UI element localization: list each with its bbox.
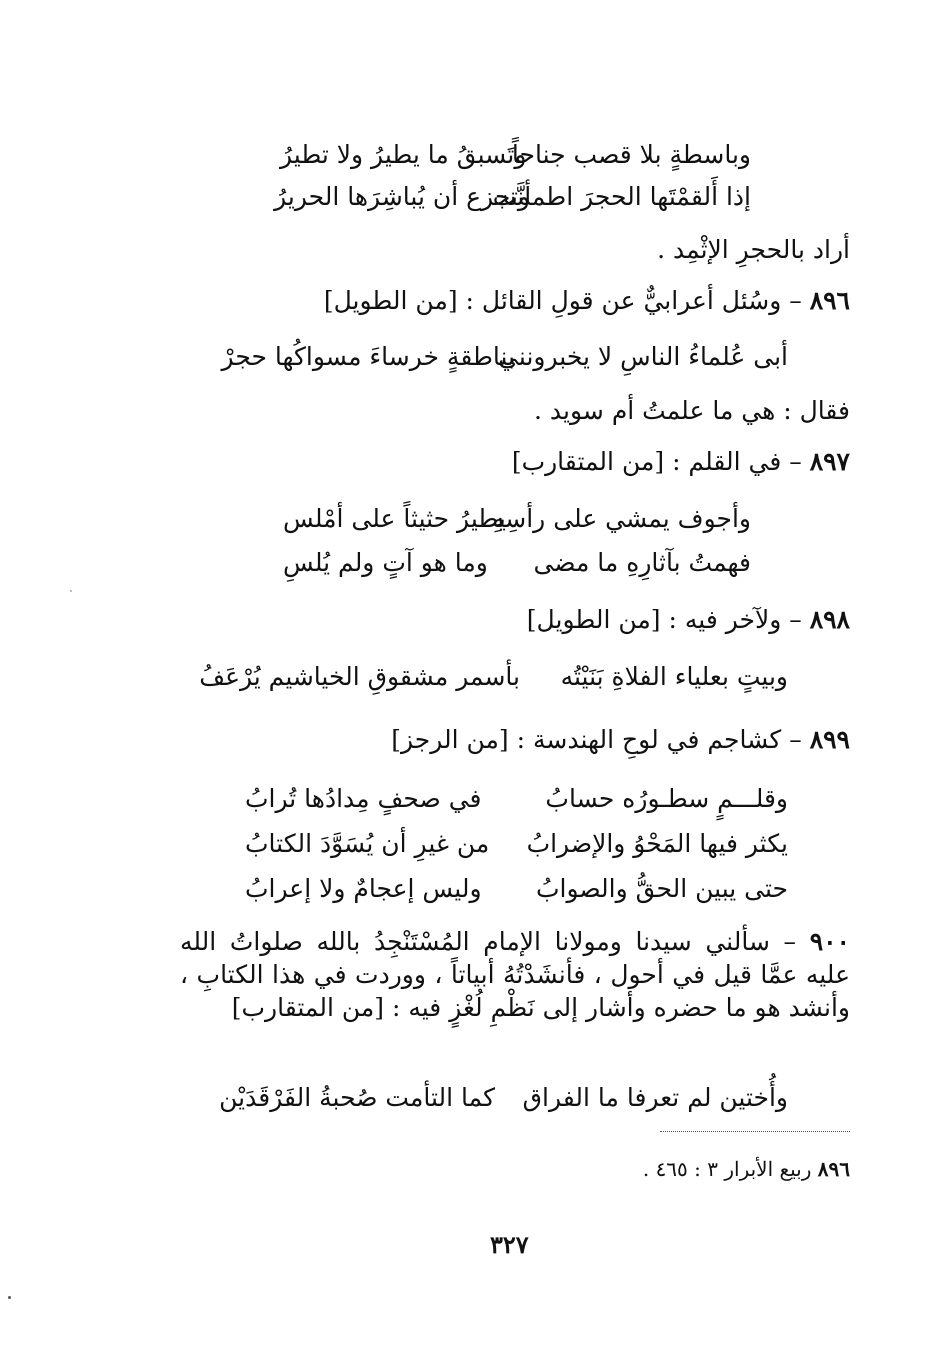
verse-8-hemistich-left: من غيرِ أن يُسَوَّدَ الكتابُ (245, 829, 490, 858)
entry-900-text: سألني سيدنا ومولانا الإمام المُسْتَنْجِدُ بالله صلواتُ الله عليه عمَّا قيل في أحول ، فأنشَدْتُهُ أبياتاً ، ووردت في هذا الكتابِ ، وأنشد هو ما حضره وأشار إلى نَظْمِ لُغْزٍ فيه : [من المتقارب] (180, 927, 850, 1022)
verse-8-hemistich-right: يكثر فيها المَحْوُ والإضرابُ (526, 829, 788, 858)
verse-9-hemistich-left: وليس إعجامٌ ولا إعرابُ (245, 874, 482, 903)
prose-line-2: فقال : هي ما علمتُ أم سويد . (534, 396, 850, 425)
entry-number-900: ٩٠٠ (809, 927, 850, 956)
entry-number-898: ٨٩٨ (809, 605, 850, 634)
entry-number-897: ٨٩٧ (809, 447, 850, 476)
entry-900-dash: – (783, 927, 797, 956)
heading-897 (512, 446, 850, 478)
verse-2-hemistich-right: إذا أَلقمْتَها الحجرَ اطمأنَّت (492, 182, 751, 211)
heading-899 (391, 724, 850, 756)
verse-7-hemistich-right: وقلـــمٍ سطـورُه حسابُ (545, 784, 788, 813)
footnote-separator (660, 1131, 850, 1132)
verse-7-hemistich-left: في صحفٍ مِدادُها تُرابُ (245, 784, 482, 813)
page-number: ٣٢٧ (490, 1230, 529, 1259)
verse-4-hemistich-left: يطيرُ حثيثاً على أمْلس (283, 504, 506, 533)
scan-speck (70, 590, 72, 592)
verse-4-hemistich-right: وأجوف يمشي على رأسِهِ (491, 504, 751, 533)
entry-number-896: ٨٩٦ (809, 286, 850, 315)
scan-speck (8, 1296, 11, 1299)
verse-3-hemistich-left: بناطقةٍ خرساءَ مسواكُها حجرْ (221, 342, 515, 371)
entry-number-899: ٨٩٩ (809, 725, 850, 754)
heading-898 (527, 604, 850, 636)
verse-10-hemistich-right: وأُختين لم تعرفا ما الفراق (522, 1083, 788, 1112)
verse-6-hemistich-left: بأسمر مشقوقِ الخياشيم يُرْعَفُ (199, 662, 520, 691)
heading-897-text: – في القلم : [من المتقارب] (511, 447, 802, 476)
heading-898-text: – ولآخر فيه : [من الطويل] (526, 605, 802, 634)
verse-1-hemistich-left: وتَسبقُ ما يطيرُ ولا تطيرُ (280, 140, 527, 169)
footnote-number: ٨٩٦ (817, 1157, 850, 1181)
verse-3-hemistich-right: أبى عُلماءُ الناسِ لا يخبرونني (498, 342, 788, 371)
verse-5-hemistich-left: وما هو آتٍ ولم يُلسِ (283, 548, 488, 577)
verse-2-hemistich-left: وتجزع أن يُباشِرَها الحريرُ (274, 182, 530, 211)
heading-896-text: – وسُئل أعرابيٌّ عن قولِ القائل : [من الطويل] (323, 286, 802, 315)
prose-line-1: أراد بالحجرِ الإثْمِد . (657, 235, 850, 264)
footnote (643, 1156, 850, 1182)
verse-10-hemistich-left: كما التأمت صُحبةُ الفَرْقَدَيْن (219, 1083, 495, 1112)
verse-9-hemistich-right: حتى يبين الحقُّ والصوابُ (535, 874, 788, 903)
verse-1-hemistich-right: وباسطةٍ بلا قصب جناحاً (511, 140, 751, 169)
heading-896 (324, 285, 850, 317)
verse-5-hemistich-right: فهمتُ بآثارِهِ ما مضى (533, 548, 751, 577)
entry-900-paragraph (180, 925, 850, 1024)
verse-6-hemistich-right: وبيتٍ بعلياء الفلاةِ بَنَيْتُه (560, 662, 788, 691)
heading-899-text: – كشاجم في لوحِ الهندسة : [من الرجز] (391, 725, 802, 754)
footnote-text: ربيع الأبرار ٣ : ٤٦٥ . (642, 1157, 812, 1181)
